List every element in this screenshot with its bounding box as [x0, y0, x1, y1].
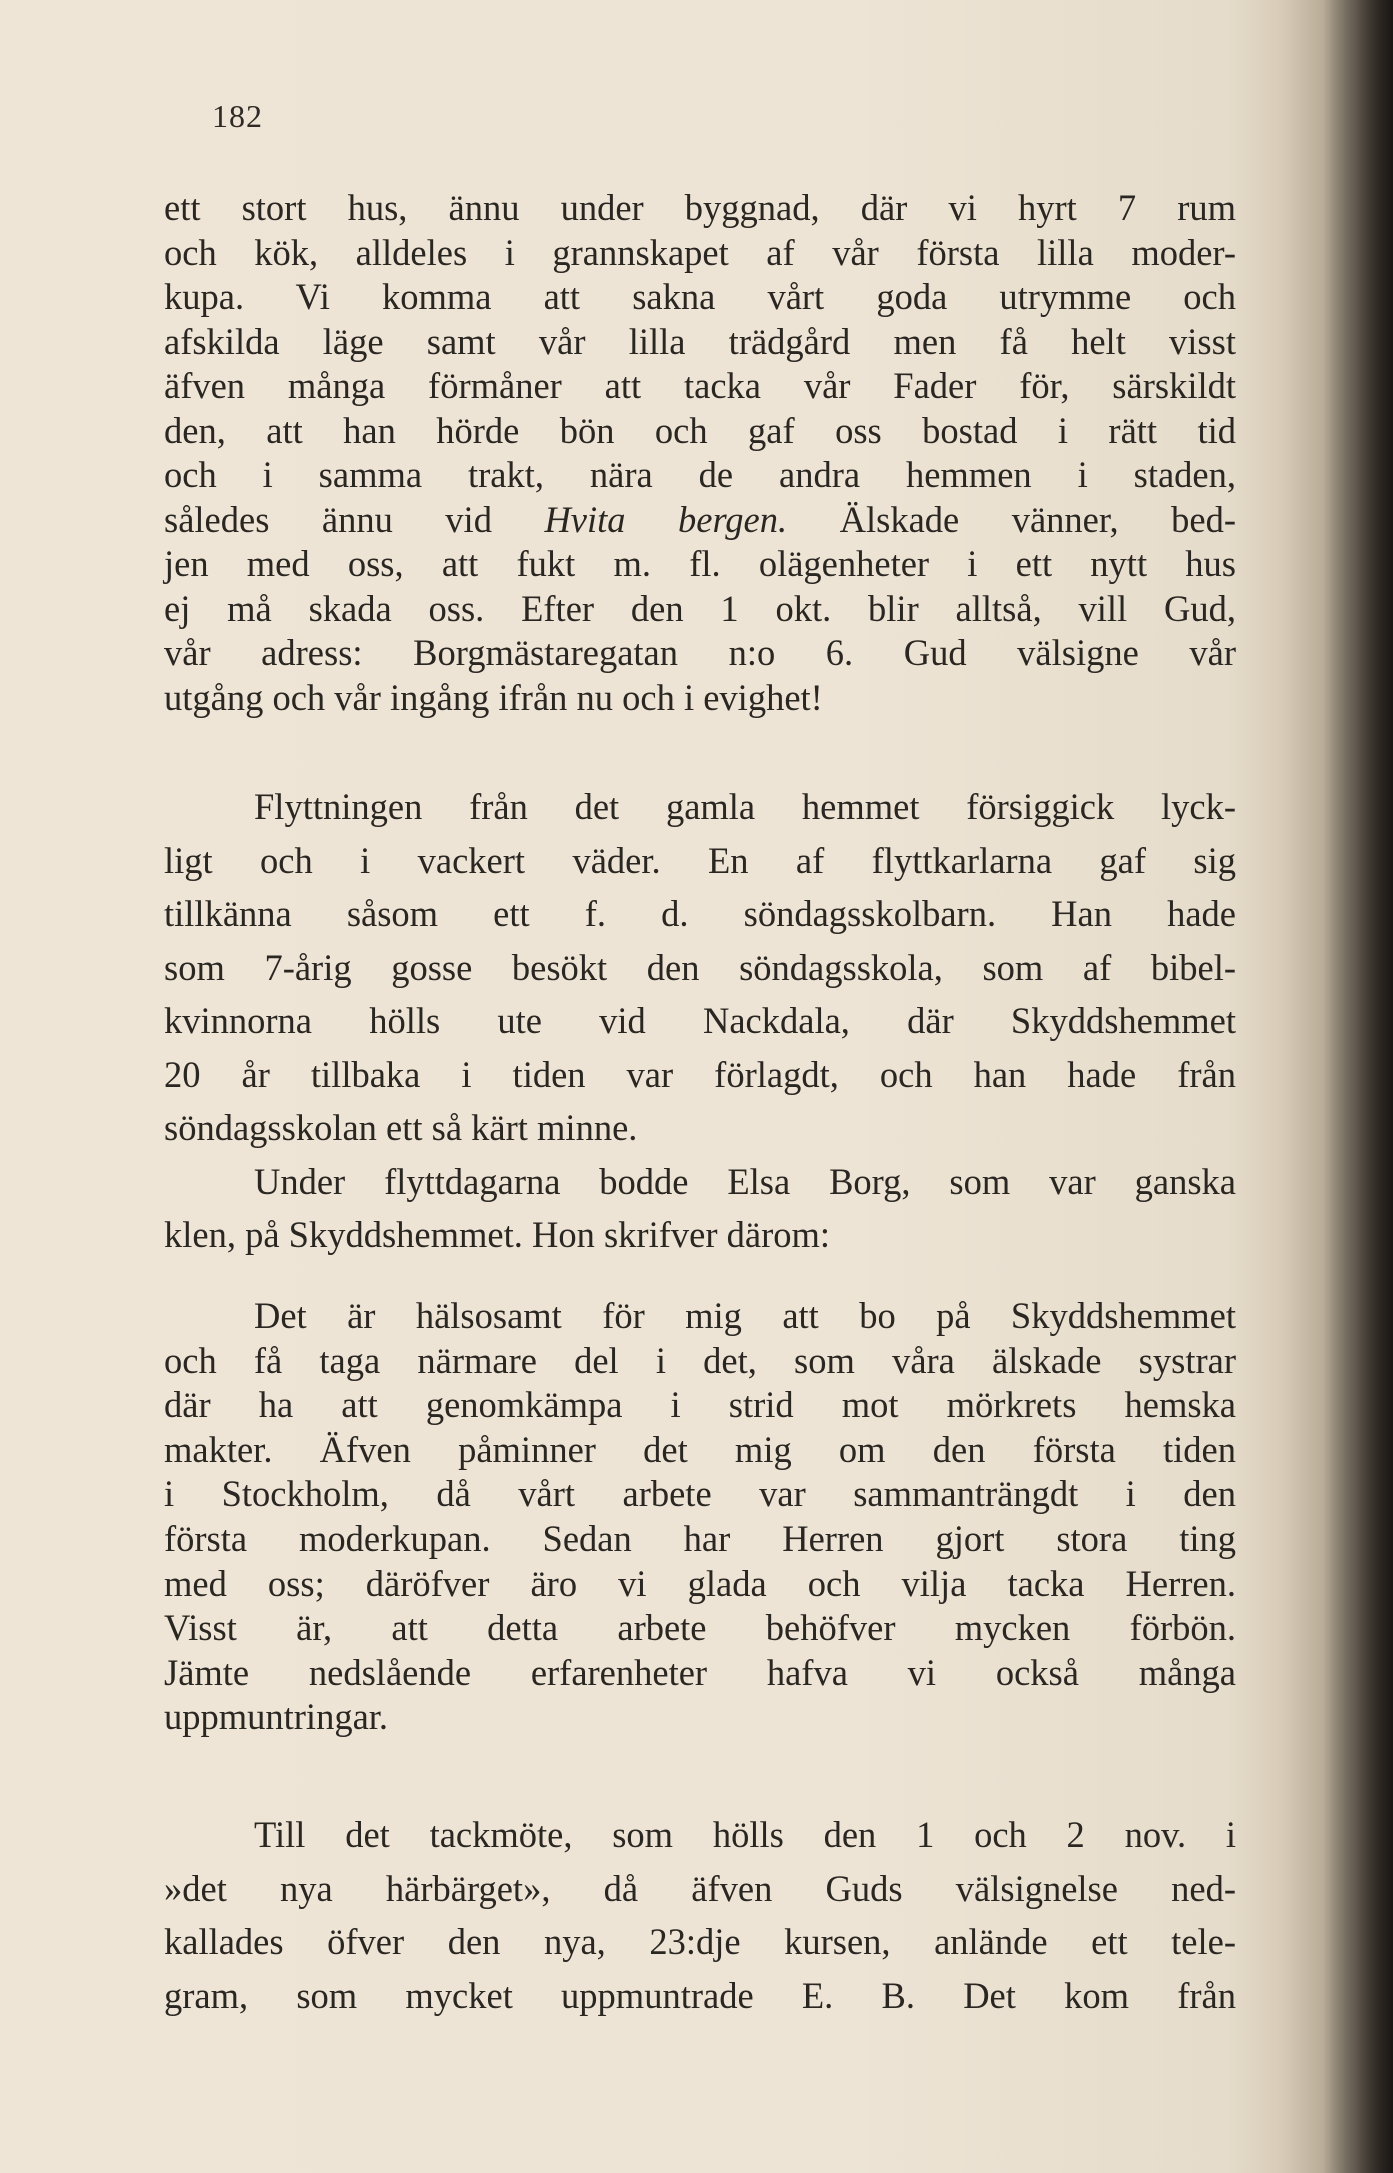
text-line: söndagsskolan ett så kärt minne. [164, 1107, 638, 1148]
text-line: makter. Äfven påminner det mig om den första tiden [164, 1428, 1236, 1470]
text-segment: Älskade vänner, bed- [839, 498, 1237, 540]
text-line: »det nya härbärget», då äfven Guds välsignelse ned- [164, 1867, 1236, 1909]
paragraph-thanksgiving-meeting [164, 1808, 1236, 2022]
text-line: som 7-årig gosse besökt den söndagsskola, som af bibel- [164, 946, 1236, 988]
page-number: 182 [212, 98, 263, 134]
text-line: och kök, alldeles i grannskapet af vår första lilla moder- [164, 231, 1236, 273]
text-line: äfven många förmåner att tacka vår Fader för, särskildt [164, 365, 1236, 406]
text-line: Jämte nedslående erfarenheter hafva vi också många [164, 1651, 1236, 1693]
text-segment: således ännu vid [164, 498, 492, 540]
text-line: Det är hälsosamt för mig att bo på Skyddshemmet [254, 1295, 1236, 1336]
paragraph-quoted-letter [164, 1294, 1236, 1740]
text-line: kallades öfver den nya, 23:dje kursen, anlände ett tele- [164, 1921, 1236, 1962]
text-line: och få taga närmare del i det, som våra älskade systrar [164, 1339, 1236, 1381]
text-line: och i samma trakt, nära de andra hemmen i staden, [164, 454, 1236, 495]
text-line: ett stort hus, ännu under byggnad, där vi hyrt 7 rum [164, 187, 1236, 228]
text-line: Till det tackmöte, som hölls den 1 och 2 nov. i [254, 1814, 1236, 1855]
text-line: ligt och i vackert väder. En af flyttkarlarna gaf sig [164, 839, 1236, 881]
book-spine-shadow [1323, 0, 1393, 2173]
text-line: 20 år tillbaka i tiden var förlagdt, och han hade från [164, 1053, 1236, 1095]
text-line: kupa. Vi komma att sakna vårt goda utrymme och [164, 276, 1236, 317]
text-line: afskilda läge samt vår lilla trädgård men få helt visst [164, 320, 1236, 362]
text-line-with-italic [164, 498, 1236, 543]
text-line: klen, på Skyddshemmet. Hon skrifver därom: [164, 1214, 831, 1255]
text-line: uppmuntringar. [164, 1696, 389, 1738]
text-line: tillkänna såsom ett f. d. söndagsskolbarn. Han hade [164, 893, 1236, 934]
italic-place-name: Hvita bergen. [544, 498, 788, 540]
text-line: Flyttningen från det gamla hemmet försiggick lyck- [254, 786, 1236, 827]
text-line: ej må skada oss. Efter den 1 okt. blir alltså, vill Gud, [164, 587, 1236, 629]
text-line: gram, som mycket uppmuntrade E. B. Det kom från [164, 1974, 1236, 2016]
text-line: den, att han hörde bön och gaf oss bostad i rätt tid [164, 409, 1236, 451]
text-line: kvinnorna hölls ute vid Nackdala, där Skyddshemmet [164, 1000, 1236, 1041]
paragraph-moving-announcement [164, 186, 1236, 720]
paragraph-moving-day [164, 780, 1236, 1262]
text-line: vår adress: Borgmästaregatan n:o 6. Gud välsigne vår [164, 632, 1236, 673]
text-line: Under flyttdagarna bodde Elsa Borg, som var ganska [254, 1160, 1236, 1202]
text-line: där ha att genomkämpa i strid mot mörkrets hemska [164, 1384, 1236, 1426]
text-line: i Stockholm, då vårt arbete var sammanträngdt i den [164, 1473, 1236, 1515]
text-line: Visst är, att detta arbete behöfver mycken förbön. [164, 1607, 1236, 1649]
text-line: jen med oss, att fukt m. fl. olägenheter i ett nytt hus [164, 543, 1236, 584]
text-line: första moderkupan. Sedan har Herren gjort stora ting [164, 1517, 1236, 1559]
text-line: med oss; däröfver äro vi glada och vilja tacka Herren. [164, 1562, 1236, 1604]
text-line: utgång och vår ingång ifrån nu och i evighet! [164, 676, 823, 718]
